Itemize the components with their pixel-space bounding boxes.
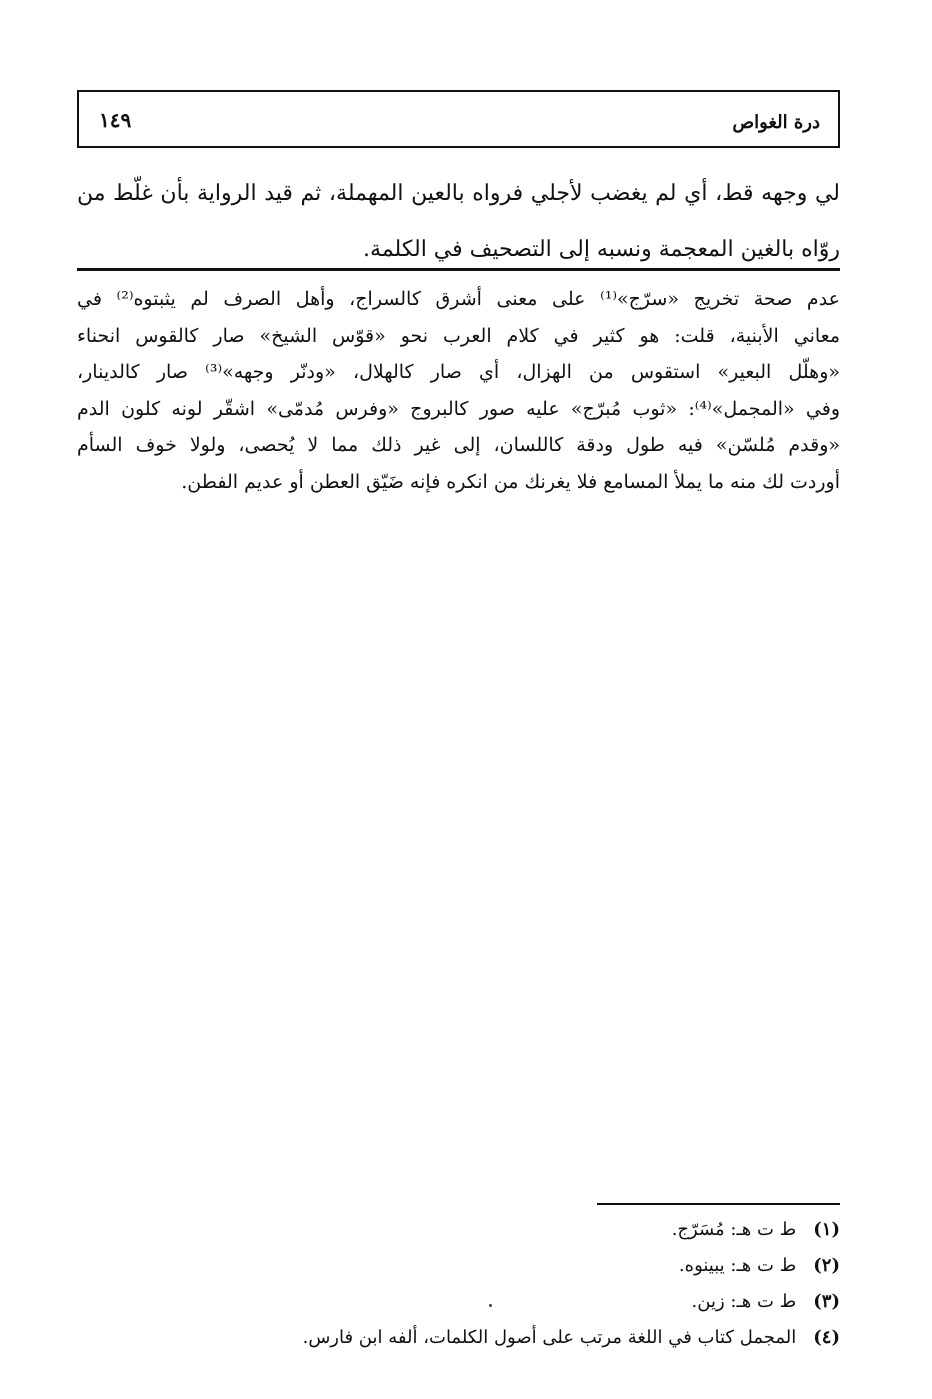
running-header xyxy=(77,90,840,148)
text-line: لي وجهه قط، أي لم يغضب لأجلي فرواه بالعين المهملة، ثم قيد الرواية بأن غلّط من xyxy=(77,181,840,206)
footnote-text: ط ت هـ: زين. xyxy=(691,1291,797,1312)
text-line: «وقدم مُلسّن» فيه طول ودقة كاللسان، إلى غير ذلك مما لا يُحصى، ولولا خوف السأم xyxy=(77,434,840,456)
continued-paragraph xyxy=(77,166,840,278)
footnote-item xyxy=(77,1284,840,1320)
footnotes xyxy=(77,1212,840,1356)
text-line: أوردت لك منه ما يملأ المسامع فلا يغرنك من انكره فإنه ضَيّق العطن أو عديم الفطن. xyxy=(181,470,840,493)
footnote-number: (٤) xyxy=(813,1327,840,1348)
footnote-number: (١) xyxy=(813,1219,840,1240)
footnote-item xyxy=(77,1320,840,1356)
footnote-text: المجمل كتاب في اللغة مرتب على أصول الكلمات، ألفه ابن فارس. xyxy=(302,1327,797,1348)
footnote-number: (٣) xyxy=(813,1291,840,1312)
footnote-item xyxy=(77,1212,840,1248)
header-title: درة الغواص xyxy=(732,112,820,133)
footnote-text: ط ت هـ: مُسَرّج. xyxy=(671,1219,797,1240)
section-divider xyxy=(77,268,840,271)
text-line: معاني الأبنية، قلت: هو كثير في كلام العرب نحو «قوّس الشيخ» صار كالقوس انحناء xyxy=(77,324,840,347)
footnote-text: ط ت هـ: يبينوه. xyxy=(678,1255,797,1276)
text-line: روّاه بالغين المعجمة ونسبه إلى التصحيف في الكلمة. xyxy=(363,237,840,262)
footnote-divider xyxy=(597,1203,840,1205)
text-line: وفي «المجمل»⁽⁴⁾: «ثوب مُبرّج» عليه صور كالبروج «وفرس مُدمّى» اشقّر لونه كلون الدم xyxy=(77,397,840,420)
text-line: «وهلّل البعير» استقوس من الهزال، أي صار كالهلال، «ودنّر وجهه»⁽³⁾ صار كالدينار، xyxy=(77,361,840,383)
footnote-number: (٢) xyxy=(813,1255,840,1276)
text-line: عدم صحة تخريج «سرّج»⁽¹⁾ على معنى أشرق كالسراج، وأهل الصرف لم يثبتوه⁽²⁾ في xyxy=(77,288,840,310)
page-number: ١٤٩ xyxy=(99,108,132,132)
main-paragraph xyxy=(77,281,840,500)
scan-speck xyxy=(489,1304,492,1307)
footnote-item xyxy=(77,1248,840,1284)
